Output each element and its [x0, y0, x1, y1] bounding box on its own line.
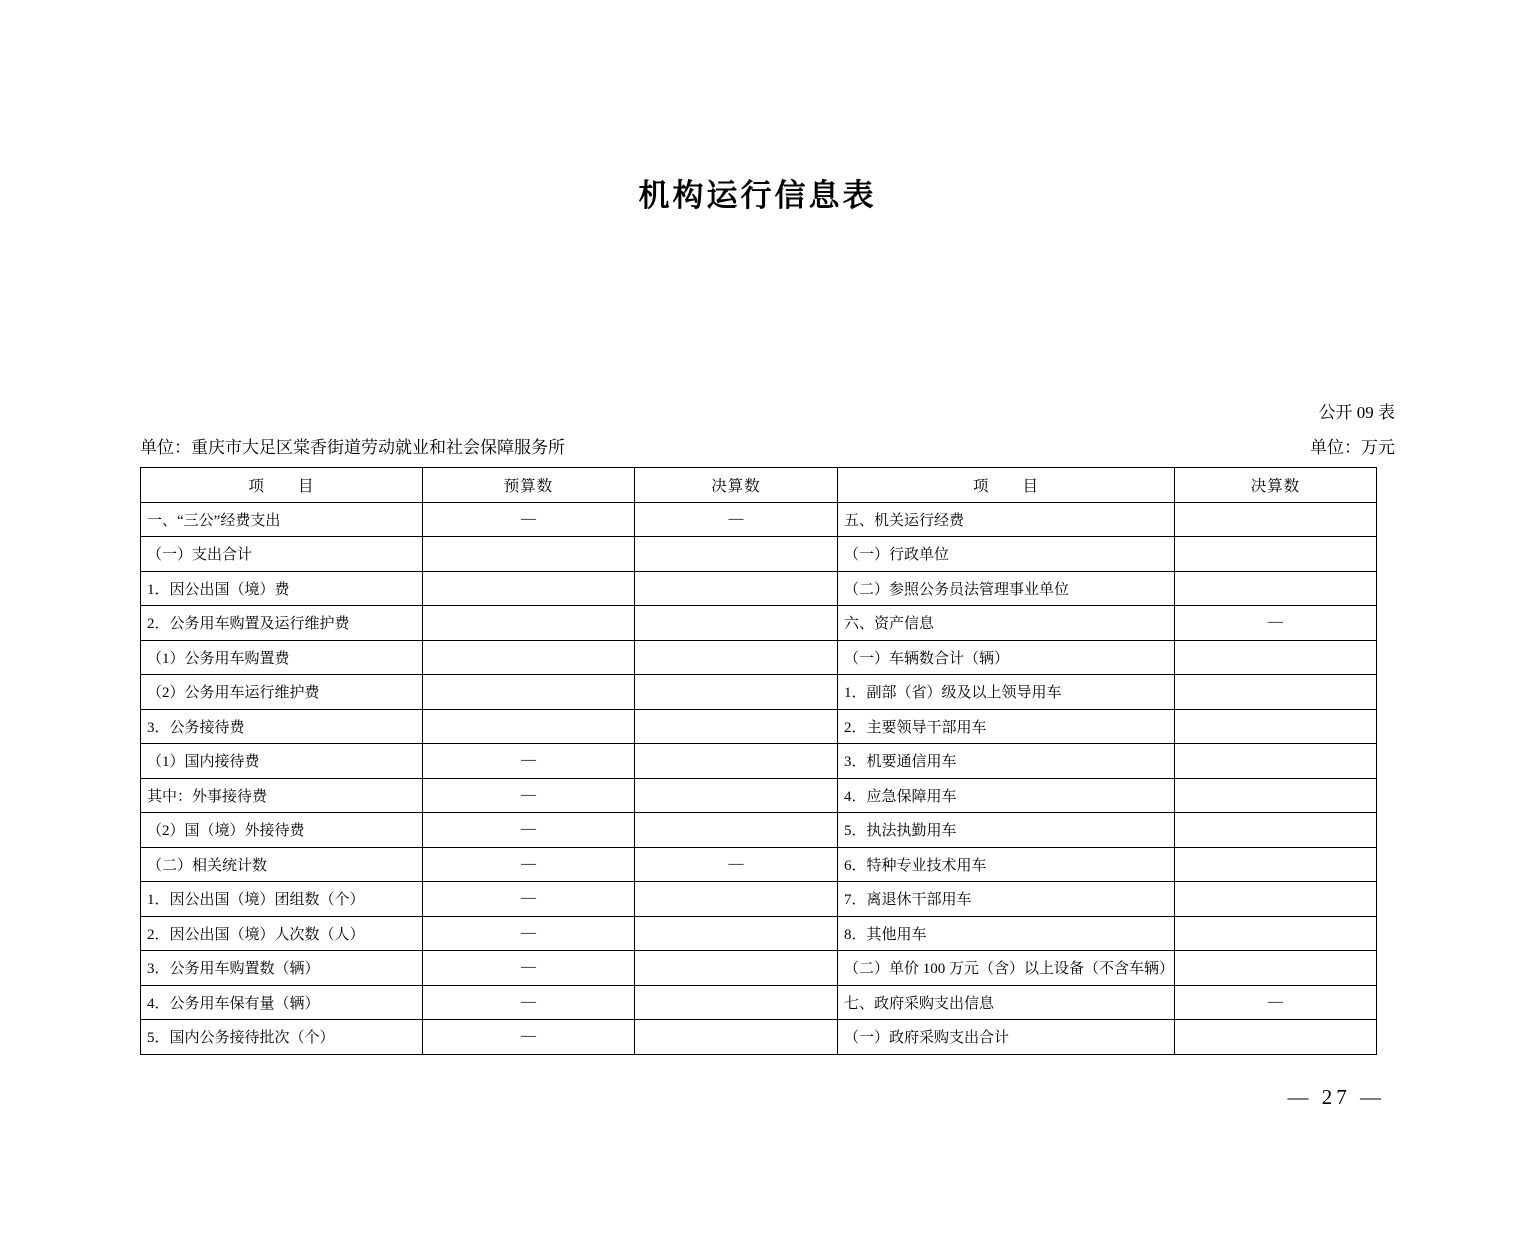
- page-number: — 27 —: [1287, 1085, 1385, 1109]
- row-left-label: 1．因公出国（境）团组数（个）: [141, 882, 423, 917]
- table-row: [141, 916, 1377, 951]
- row-left-label: 3．公务接待费: [141, 709, 423, 744]
- header-left-item: 项 目: [141, 468, 423, 503]
- row-right-final-value: [1175, 951, 1377, 986]
- row-left-budget-value: —: [423, 744, 635, 779]
- table-row: [141, 502, 1377, 537]
- row-left-budget-value: —: [423, 847, 635, 882]
- row-left-label: （二）相关统计数: [141, 847, 423, 882]
- row-left-final-value: [635, 744, 838, 779]
- row-left-label: （1）公务用车购置费: [141, 640, 423, 675]
- row-left-budget-value: [423, 606, 635, 641]
- form-code: 公开 09 表: [1318, 403, 1395, 422]
- row-right-final-value: [1175, 744, 1377, 779]
- row-right-final-value: [1175, 847, 1377, 882]
- table-row: [141, 606, 1377, 641]
- row-right-final-value: [1175, 709, 1377, 744]
- row-right-label: （二）单价 100 万元（含）以上设备（不含车辆）: [838, 951, 1175, 986]
- table-row: [141, 537, 1377, 572]
- row-right-final-value: [1175, 813, 1377, 848]
- table-row: [141, 951, 1377, 986]
- table-header-row: [141, 468, 1377, 503]
- header-left-budget: 预算数: [423, 468, 635, 503]
- row-right-final-value: —: [1175, 606, 1377, 641]
- row-left-final-value: —: [635, 502, 838, 537]
- row-right-label: （二）参照公务员法管理事业单位: [838, 571, 1175, 606]
- unit-name: 单位：重庆市大足区棠香街道劳动就业和社会保障服务所: [140, 438, 565, 457]
- page-title: 机构运行信息表: [638, 178, 877, 213]
- row-right-final-value: [1175, 571, 1377, 606]
- row-right-label: 8．其他用车: [838, 916, 1175, 951]
- row-left-final-value: [635, 640, 838, 675]
- organization-operation-table: [140, 467, 1377, 1055]
- table-row: [141, 813, 1377, 848]
- row-left-final-value: [635, 1020, 838, 1055]
- row-right-label: 五、机关运行经费: [838, 502, 1175, 537]
- row-left-label: （1）国内接待费: [141, 744, 423, 779]
- table-row: [141, 1020, 1377, 1055]
- row-right-final-value: [1175, 502, 1377, 537]
- row-right-final-value: [1175, 675, 1377, 710]
- header-left-final: 决算数: [635, 468, 838, 503]
- row-left-budget-value: —: [423, 813, 635, 848]
- row-left-budget-value: —: [423, 1020, 635, 1055]
- row-left-final-value: [635, 778, 838, 813]
- row-right-label: 4．应急保障用车: [838, 778, 1175, 813]
- header-right-final: 决算数: [1175, 468, 1377, 503]
- row-left-label: 其中：外事接待费: [141, 778, 423, 813]
- row-right-label: （一）政府采购支出合计: [838, 1020, 1175, 1055]
- row-left-label: 4．公务用车保有量（辆）: [141, 985, 423, 1020]
- table-body: [141, 502, 1377, 1054]
- row-right-label: 1．副部（省）级及以上领导用车: [838, 675, 1175, 710]
- row-left-budget-value: —: [423, 882, 635, 917]
- row-right-label: 六、资产信息: [838, 606, 1175, 641]
- row-left-final-value: [635, 606, 838, 641]
- row-left-final-value: [635, 537, 838, 572]
- table-row: [141, 571, 1377, 606]
- row-left-final-value: [635, 985, 838, 1020]
- table-row: [141, 847, 1377, 882]
- row-left-final-value: [635, 675, 838, 710]
- row-left-final-value: [635, 571, 838, 606]
- table-row: [141, 709, 1377, 744]
- row-right-final-value: [1175, 778, 1377, 813]
- row-left-budget-value: [423, 537, 635, 572]
- row-left-budget-value: [423, 640, 635, 675]
- row-left-budget-value: [423, 709, 635, 744]
- row-right-label: 3．机要通信用车: [838, 744, 1175, 779]
- row-left-budget-value: —: [423, 951, 635, 986]
- row-left-label: 3．公务用车购置数（辆）: [141, 951, 423, 986]
- table-row: [141, 640, 1377, 675]
- document-page: [0, 170, 1515, 1239]
- row-left-budget-value: [423, 571, 635, 606]
- row-left-budget-value: —: [423, 502, 635, 537]
- row-left-final-value: [635, 916, 838, 951]
- row-right-label: 7．离退休干部用车: [838, 882, 1175, 917]
- row-left-final-value: [635, 709, 838, 744]
- row-left-label: 5．国内公务接待批次（个）: [141, 1020, 423, 1055]
- unit-measure: 单位：万元: [1310, 438, 1395, 457]
- row-right-final-value: [1175, 1020, 1377, 1055]
- row-left-budget-value: —: [423, 778, 635, 813]
- table-row: [141, 744, 1377, 779]
- row-right-label: （一）行政单位: [838, 537, 1175, 572]
- row-left-label: 2．因公出国（境）人次数（人）: [141, 916, 423, 951]
- row-left-final-value: [635, 882, 838, 917]
- table-row: [141, 985, 1377, 1020]
- table-row: [141, 778, 1377, 813]
- row-left-final-value: —: [635, 847, 838, 882]
- row-right-final-value: [1175, 882, 1377, 917]
- row-left-label: 2．公务用车购置及运行维护费: [141, 606, 423, 641]
- row-right-label: 2．主要领导干部用车: [838, 709, 1175, 744]
- table-row: [141, 675, 1377, 710]
- row-right-final-value: [1175, 537, 1377, 572]
- row-left-label: 1．因公出国（境）费: [141, 571, 423, 606]
- row-left-budget-value: —: [423, 985, 635, 1020]
- header-right-item: 项 目: [838, 468, 1175, 503]
- row-right-final-value: [1175, 916, 1377, 951]
- row-right-label: 七、政府采购支出信息: [838, 985, 1175, 1020]
- row-left-budget-value: [423, 675, 635, 710]
- row-left-final-value: [635, 951, 838, 986]
- row-left-label: （2）公务用车运行维护费: [141, 675, 423, 710]
- row-left-label: （2）国（境）外接待费: [141, 813, 423, 848]
- meta-row: [140, 433, 1395, 458]
- row-left-label: 一、“三公”经费支出: [141, 502, 423, 537]
- row-left-label: （一）支出合计: [141, 537, 423, 572]
- table-row: [141, 882, 1377, 917]
- row-right-final-value: —: [1175, 985, 1377, 1020]
- row-right-label: 5．执法执勤用车: [838, 813, 1175, 848]
- row-right-final-value: [1175, 640, 1377, 675]
- row-right-label: （一）车辆数合计（辆）: [838, 640, 1175, 675]
- row-left-budget-value: —: [423, 916, 635, 951]
- row-right-label: 6．特种专业技术用车: [838, 847, 1175, 882]
- row-left-final-value: [635, 813, 838, 848]
